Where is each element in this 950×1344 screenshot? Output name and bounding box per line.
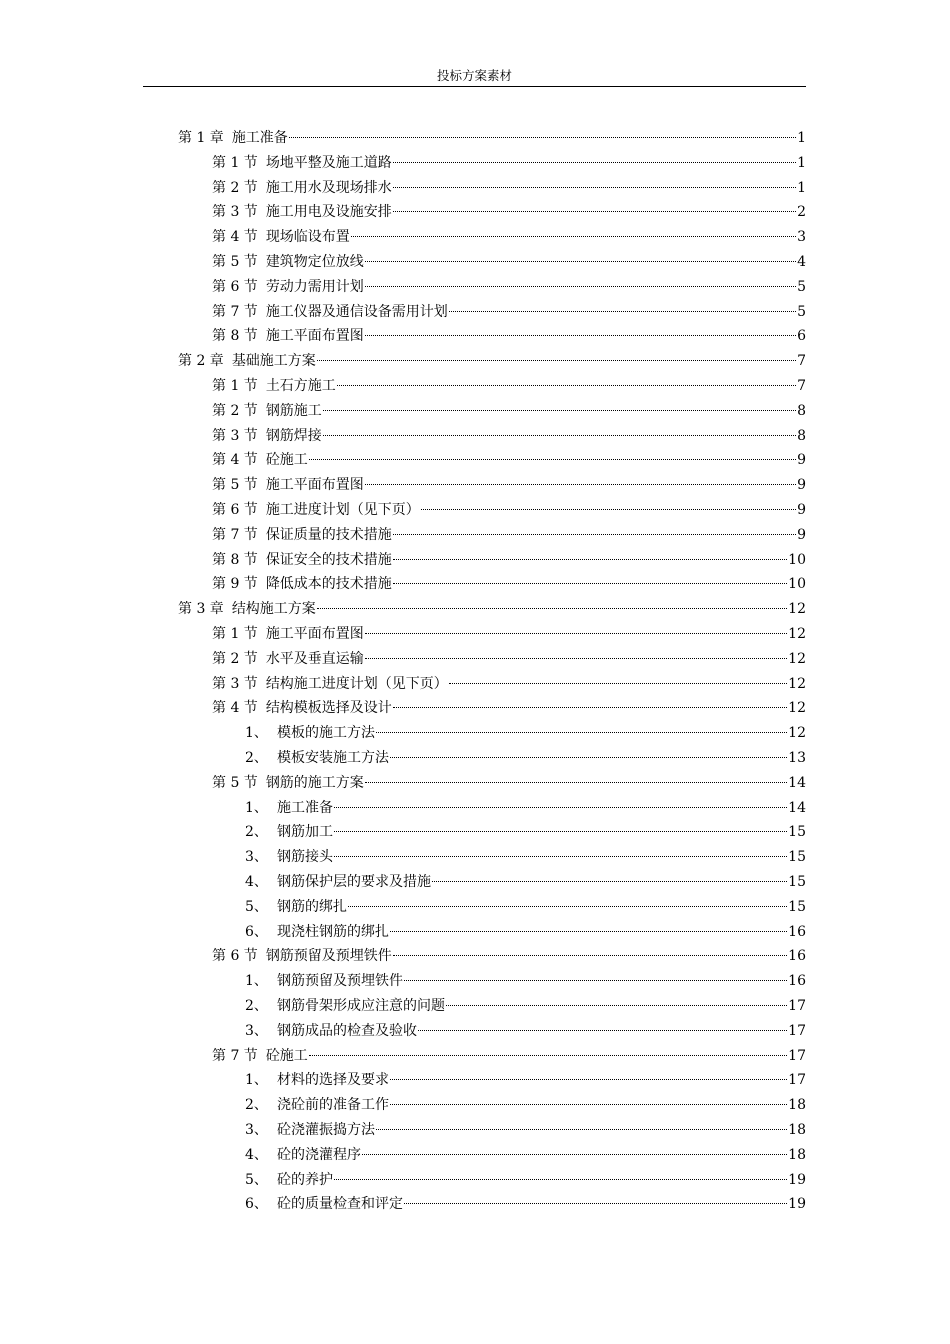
toc-entry-title: 钢筋保护层的要求及措施	[277, 874, 431, 890]
toc-entry-label	[245, 820, 333, 845]
toc-entry-number: 2、	[245, 824, 268, 841]
toc-entry-title: 钢筋预留及预埋铁件	[265, 948, 392, 965]
toc-page-number: 12	[788, 650, 806, 667]
toc-entry-label	[245, 895, 347, 920]
toc-entry-label	[245, 746, 389, 771]
toc-entry-title: 施工平面布置图	[265, 626, 364, 642]
toc-entry-label	[245, 1068, 389, 1093]
toc-entry-label	[178, 126, 288, 151]
toc-dot-leader	[317, 359, 796, 361]
toc-entry-title: 钢筋骨架形成应注意的问题	[277, 998, 445, 1014]
toc-page-number: 1	[797, 130, 806, 146]
toc-dot-leader	[393, 533, 796, 535]
toc-page-number: 5	[797, 303, 806, 320]
toc-page-number: 12	[788, 700, 806, 717]
toc-section[interactable]	[212, 374, 806, 399]
toc-entry-label	[212, 498, 420, 523]
toc-entry-title: 场地平整及施工道路	[265, 154, 392, 171]
toc-dot-leader	[289, 136, 796, 138]
toc-subsection[interactable]	[245, 969, 806, 994]
toc-entry-number: 第 4 节	[212, 452, 258, 469]
toc-dot-leader	[393, 210, 796, 212]
toc-dot-leader	[334, 1178, 787, 1180]
toc-entry-number: 6、	[245, 1196, 268, 1213]
toc-entry-title: 钢筋接头	[277, 849, 333, 866]
toc-dot-leader	[334, 830, 787, 832]
toc-entry-number: 第 4 节	[212, 229, 258, 246]
toc-entry-number: 第 6 节	[212, 502, 258, 518]
toc-entry-title: 劳动力需用计划	[265, 278, 364, 295]
toc-section[interactable]	[212, 300, 806, 325]
toc-entry-number: 第 1 节	[212, 378, 258, 394]
toc-section[interactable]	[212, 672, 806, 697]
toc-page-number: 7	[797, 378, 806, 394]
toc-entry-title: 砼的质量检查和评定	[277, 1196, 403, 1213]
toc-entry-number: 2、	[245, 998, 268, 1014]
toc-subsection[interactable]	[245, 1068, 806, 1093]
toc-entry-label	[212, 944, 392, 969]
toc-dot-leader	[393, 186, 796, 188]
toc-section[interactable]	[212, 771, 806, 796]
toc-entry-title: 施工用电及设施安排	[265, 204, 392, 221]
toc-subsection[interactable]	[245, 746, 806, 771]
toc-page-number: 12	[788, 626, 806, 642]
toc-entry-label	[212, 1044, 308, 1069]
toc-entry-title: 浇砼前的准备工作	[277, 1097, 389, 1114]
toc-entry-number: 1、	[245, 1072, 268, 1089]
toc-page-number: 17	[788, 998, 806, 1014]
toc-entry-title: 保证安全的技术措施	[265, 551, 392, 568]
toc-entry-label	[212, 523, 392, 548]
toc-entry-label	[212, 176, 392, 201]
toc-entry-label	[212, 424, 322, 449]
toc-entry-label	[178, 597, 316, 622]
toc-dot-leader	[365, 334, 796, 336]
toc-entry-label	[212, 647, 364, 672]
toc-entry-number: 第 6 节	[212, 948, 258, 965]
toc-page-number: 15	[788, 898, 806, 915]
toc-entry-number: 3、	[245, 1022, 268, 1039]
toc-entry-number: 第 3 节	[212, 204, 258, 221]
toc-entry-number: 1、	[245, 799, 268, 816]
toc-dot-leader	[351, 235, 796, 237]
toc-entry-title: 建筑物定位放线	[265, 254, 364, 270]
toc-page-number: 9	[797, 452, 806, 469]
toc-entry-title: 现浇柱钢筋的绑扎	[277, 923, 389, 940]
toc-entry-title: 保证质量的技术措施	[265, 526, 392, 543]
toc-dot-leader	[393, 558, 787, 560]
toc-entry-number: 5、	[245, 1171, 268, 1188]
toc-page-number: 16	[788, 973, 806, 990]
toc-entry-title: 砼浇灌振捣方法	[277, 1122, 375, 1138]
toc-entry-number: 第 2 节	[212, 402, 258, 419]
toc-page-number: 10	[788, 551, 806, 568]
toc-entry-number: 第 5 节	[212, 477, 258, 494]
toc-page-number: 19	[788, 1196, 806, 1213]
toc-entry-label	[245, 920, 389, 945]
toc-subsection[interactable]	[245, 721, 806, 746]
toc-page-number: 9	[797, 477, 806, 494]
toc-entry-title: 施工用水及现场排水	[265, 179, 392, 196]
toc-page-number: 15	[788, 849, 806, 866]
toc-section[interactable]	[212, 176, 806, 201]
toc-entry-number: 第 2 章	[178, 353, 224, 370]
toc-page-number: 10	[788, 576, 806, 593]
toc-page-number: 16	[788, 948, 806, 965]
toc-page-number: 5	[797, 278, 806, 295]
toc-entry-label	[212, 151, 392, 176]
toc-page-number: 4	[797, 254, 806, 270]
toc-dot-leader	[365, 483, 796, 485]
toc-entry-title: 结构模板选择及设计	[265, 700, 392, 717]
toc-entry-title: 钢筋施工	[265, 402, 322, 419]
toc-entry-label	[245, 969, 403, 994]
toc-entry-title: 施工仪器及通信设备需用计划	[265, 303, 448, 320]
toc-subsection[interactable]	[245, 1118, 806, 1143]
toc-entry-label	[212, 696, 392, 721]
toc-entry-label	[245, 845, 333, 870]
toc-dot-leader	[376, 1128, 787, 1130]
toc-dot-leader	[309, 1054, 787, 1056]
toc-section[interactable]	[212, 151, 806, 176]
toc-entry-title: 砼施工	[265, 1047, 308, 1064]
toc-section[interactable]	[212, 399, 806, 424]
toc-subsection[interactable]	[245, 1168, 806, 1193]
toc-section[interactable]	[212, 275, 806, 300]
toc-entry-number: 1、	[245, 725, 268, 742]
toc-section[interactable]	[212, 498, 806, 523]
toc-entry-title: 土石方施工	[265, 378, 336, 394]
toc-entry-title: 模板安装施工方法	[277, 750, 389, 766]
toc-dot-leader	[390, 756, 787, 758]
toc-entry-title: 钢筋的施工方案	[265, 774, 364, 791]
toc-section[interactable]	[212, 200, 806, 225]
toc-entry-number: 3、	[245, 1122, 268, 1138]
toc-entry-number: 第 2 节	[212, 650, 258, 667]
toc-page-number: 7	[797, 353, 806, 370]
toc-entry-number: 第 3 节	[212, 675, 258, 692]
toc-entry-label	[245, 1019, 417, 1044]
toc-page-number: 12	[788, 675, 806, 692]
toc-entry-label	[212, 324, 364, 349]
toc-dot-leader	[393, 161, 796, 163]
toc-page-number: 17	[788, 1022, 806, 1039]
toc-entry-title: 材料的选择及要求	[277, 1072, 389, 1089]
toc-subsection[interactable]	[245, 870, 806, 895]
toc-dot-leader	[390, 1078, 787, 1080]
toc-entry-label	[245, 1093, 389, 1118]
toc-entry-number: 第 8 节	[212, 328, 258, 345]
toc-entry-number: 第 8 节	[212, 551, 258, 568]
toc-entry-title: 砼的浇灌程序	[277, 1146, 361, 1163]
toc-page-number: 18	[788, 1097, 806, 1114]
toc-subsection[interactable]	[245, 920, 806, 945]
toc-entry-number: 第 6 节	[212, 278, 258, 295]
toc-dot-leader	[393, 954, 787, 956]
toc-page-number: 8	[797, 427, 806, 444]
toc-entry-title: 钢筋的绑扎	[277, 898, 347, 915]
toc-entry-label	[178, 349, 316, 374]
toc-section[interactable]	[212, 647, 806, 672]
toc-entry-label	[212, 622, 364, 647]
toc-dot-leader	[334, 855, 787, 857]
toc-section[interactable]	[212, 572, 806, 597]
toc-dot-leader	[365, 285, 796, 287]
toc-dot-leader	[404, 979, 787, 981]
toc-page-number: 18	[788, 1146, 806, 1163]
toc-entry-label	[212, 374, 336, 399]
toc-entry-number: 6、	[245, 923, 268, 940]
toc-dot-leader	[309, 458, 796, 460]
toc-page-number: 9	[797, 526, 806, 543]
toc-page-number: 9	[797, 502, 806, 518]
toc-subsection[interactable]	[245, 994, 806, 1019]
page-header	[143, 66, 806, 87]
toc-dot-leader	[323, 409, 796, 411]
toc-entry-number: 4、	[245, 874, 268, 890]
toc-entry-title: 水平及垂直运输	[265, 650, 364, 667]
toc-entry-title: 降低成本的技术措施	[265, 576, 392, 593]
toc-entry-title: 施工平面布置图	[265, 477, 364, 494]
toc-entry-label	[245, 796, 333, 821]
toc-page-number: 17	[788, 1072, 806, 1089]
toc-dot-leader	[348, 905, 787, 907]
toc-dot-leader	[362, 1153, 787, 1155]
toc-page-number: 12	[788, 725, 806, 742]
toc-page-number: 1	[797, 154, 806, 171]
toc-entry-title: 钢筋加工	[277, 824, 333, 841]
toc-section[interactable]	[212, 696, 806, 721]
toc-subsection[interactable]	[245, 1093, 806, 1118]
toc-entry-number: 3、	[245, 849, 268, 866]
toc-entry-title: 施工进度计划（见下页）	[265, 502, 420, 518]
toc-entry-label	[245, 1192, 403, 1217]
toc-page-number: 18	[788, 1122, 806, 1138]
toc-page-number: 3	[797, 229, 806, 246]
toc-subsection[interactable]	[245, 796, 806, 821]
toc-section[interactable]	[212, 1044, 806, 1069]
toc-section[interactable]	[212, 448, 806, 473]
toc-entry-title: 模板的施工方法	[277, 725, 375, 742]
toc-entry-number: 第 7 节	[212, 303, 258, 320]
toc-section[interactable]	[212, 473, 806, 498]
toc-entry-number: 第 1 节	[212, 626, 258, 642]
toc-dot-leader	[446, 1004, 787, 1006]
toc-entry-title: 基础施工方案	[231, 353, 316, 370]
toc-subsection[interactable]	[245, 845, 806, 870]
toc-entry-label	[212, 448, 308, 473]
toc-entry-label	[212, 275, 364, 300]
toc-dot-leader	[390, 1103, 787, 1105]
toc-dot-leader	[334, 806, 787, 808]
toc-entry-title: 结构施工进度计划（见下页）	[265, 675, 448, 692]
toc-entry-number: 第 5 节	[212, 774, 258, 791]
toc-entry-title: 现场临设布置	[265, 229, 350, 246]
toc-page-number: 1	[797, 179, 806, 196]
toc-dot-leader	[365, 781, 787, 783]
toc-subsection[interactable]	[245, 1019, 806, 1044]
toc-entry-number: 第 7 节	[212, 1047, 258, 1064]
toc-entry-label	[212, 548, 392, 573]
toc-dot-leader	[432, 880, 787, 882]
toc-entry-label	[245, 721, 375, 746]
toc-section[interactable]	[212, 225, 806, 250]
header-title: 投标方案素材	[436, 68, 512, 83]
toc-page-number: 14	[788, 774, 806, 791]
toc-chapter[interactable]	[178, 349, 806, 374]
toc-page-number: 12	[788, 601, 806, 618]
toc-subsection[interactable]	[245, 1192, 806, 1217]
toc-entry-label	[245, 994, 445, 1019]
toc-entry-label	[212, 672, 448, 697]
toc-dot-leader	[393, 706, 787, 708]
toc-entry-label	[212, 399, 322, 424]
toc-entry-label	[245, 1118, 375, 1143]
toc-entry-number: 第 3 章	[178, 601, 224, 618]
toc-page-number: 19	[788, 1171, 806, 1188]
toc-page-number: 8	[797, 402, 806, 419]
toc-entry-number: 第 9 节	[212, 576, 258, 593]
toc-dot-leader	[418, 1029, 787, 1031]
toc-entry-label	[212, 225, 350, 250]
toc-entry-label	[212, 250, 364, 275]
toc-section[interactable]	[212, 548, 806, 573]
toc-entry-title: 施工准备	[231, 130, 288, 146]
toc-entry-title: 砼施工	[265, 452, 308, 469]
toc-entry-number: 第 3 节	[212, 427, 258, 444]
toc-section[interactable]	[212, 250, 806, 275]
toc-section[interactable]	[212, 622, 806, 647]
toc-entry-label	[245, 1143, 361, 1168]
toc-dot-leader	[449, 310, 796, 312]
toc-section[interactable]	[212, 944, 806, 969]
toc-entry-title: 钢筋成品的检查及验收	[277, 1022, 417, 1039]
toc-dot-leader	[393, 582, 787, 584]
toc-dot-leader	[323, 434, 796, 436]
toc-entry-label	[212, 200, 392, 225]
toc-page-number: 15	[788, 874, 806, 890]
toc-section[interactable]	[212, 523, 806, 548]
toc-page-number: 13	[788, 750, 806, 766]
toc-entry-number: 第 1 节	[212, 154, 258, 171]
toc-entry-title: 结构施工方案	[231, 601, 316, 618]
toc-entry-number: 5、	[245, 898, 268, 915]
toc-entry-label	[212, 473, 364, 498]
toc-entry-number: 第 4 节	[212, 700, 258, 717]
toc-subsection[interactable]	[245, 1143, 806, 1168]
toc-entry-number: 第 7 节	[212, 526, 258, 543]
toc-page-number: 14	[788, 799, 806, 816]
toc-dot-leader	[337, 384, 796, 386]
toc-entry-title: 砼的养护	[277, 1171, 333, 1188]
toc-chapter[interactable]	[178, 126, 806, 151]
toc-dot-leader	[317, 607, 787, 609]
toc-entry-label	[212, 771, 364, 796]
toc-page-number: 2	[797, 204, 806, 221]
toc-entry-number: 第 1 章	[178, 130, 224, 146]
toc-entry-label	[212, 572, 392, 597]
toc-entry-number: 4、	[245, 1146, 268, 1163]
toc-dot-leader	[449, 682, 787, 684]
toc-dot-leader	[365, 657, 787, 659]
toc-dot-leader	[421, 508, 796, 510]
toc-page-number: 15	[788, 824, 806, 841]
toc-section[interactable]	[212, 324, 806, 349]
toc-subsection[interactable]	[245, 895, 806, 920]
toc-dot-leader	[365, 632, 787, 634]
toc-section[interactable]	[212, 424, 806, 449]
toc-dot-leader	[390, 930, 787, 932]
toc-dot-leader	[376, 731, 787, 733]
toc-dot-leader	[365, 260, 796, 262]
toc-entry-number: 第 5 节	[212, 254, 258, 270]
toc-entry-title: 钢筋焊接	[265, 427, 322, 444]
toc-entry-title: 施工平面布置图	[265, 328, 364, 345]
toc-entry-label	[245, 1168, 333, 1193]
toc-entry-label	[245, 870, 431, 895]
toc-entry-title: 施工准备	[277, 799, 333, 816]
toc-chapter[interactable]	[178, 597, 806, 622]
toc-page-number: 16	[788, 923, 806, 940]
toc-entry-number: 第 2 节	[212, 179, 258, 196]
toc-dot-leader	[404, 1202, 787, 1204]
toc-page-number: 17	[788, 1047, 806, 1064]
toc-entry-number: 1、	[245, 973, 268, 990]
toc-entry-number: 2、	[245, 750, 268, 766]
toc-entry-number: 2、	[245, 1097, 268, 1114]
toc-entry-title: 钢筋预留及预埋铁件	[277, 973, 403, 990]
toc-subsection[interactable]	[245, 820, 806, 845]
toc-entry-label	[212, 300, 448, 325]
toc-page-number: 6	[797, 328, 806, 345]
